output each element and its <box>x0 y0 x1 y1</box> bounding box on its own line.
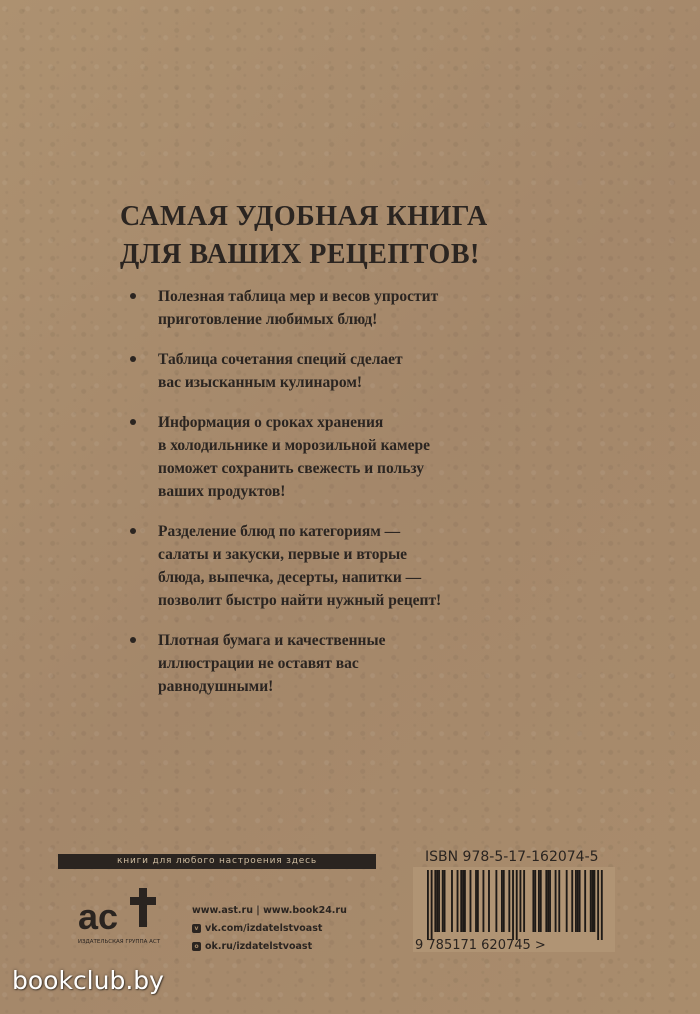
bullet-icon <box>130 293 136 299</box>
barcode-bar <box>431 870 433 940</box>
barcode-bar <box>575 870 577 932</box>
feature-item <box>120 629 560 698</box>
logo-cross-shape <box>130 888 156 927</box>
barcode-bar <box>434 870 436 932</box>
publisher-links <box>192 904 347 958</box>
barcode-bar <box>538 870 540 932</box>
barcode-bar <box>555 870 557 932</box>
barcode-bar <box>488 870 490 932</box>
barcode-bar <box>475 870 477 932</box>
barcode-bar <box>566 870 568 932</box>
barcode-bar <box>571 870 573 932</box>
barcode-bar <box>594 870 596 932</box>
publisher-logo <box>64 885 174 951</box>
barcode-bar <box>457 870 459 932</box>
barcode-bar <box>477 870 479 932</box>
heading-line-1: САМАЯ УДОБНАЯ КНИГА <box>120 201 488 232</box>
barcode-bar <box>442 870 444 932</box>
barcode-bar <box>597 870 599 940</box>
feature-text-line: позволит быстро найти нужный рецепт! <box>158 592 442 609</box>
barcode-bar <box>592 870 594 932</box>
feature-text-line: поможет сохранить свежесть и пользу <box>158 460 425 477</box>
logo-caption: ИЗДАТЕЛЬСКАЯ ГРУППА АСТ <box>77 939 161 945</box>
barcode-bar <box>427 870 429 940</box>
barcode-digits: 9 785171 620745 > <box>415 938 546 952</box>
vk-icon: v <box>192 924 201 933</box>
barcode-bar <box>577 870 579 932</box>
barcode-bar <box>451 870 453 932</box>
barcode-bar <box>532 870 534 932</box>
barcode-bar <box>495 870 497 932</box>
barcode-bar <box>512 870 514 940</box>
ast-logo-icon <box>64 885 174 939</box>
website-links[interactable] <box>192 904 347 917</box>
logo-letters: ac <box>78 896 119 937</box>
barcode-bar <box>508 870 510 932</box>
barcode-bar <box>584 870 586 932</box>
ok-icon: o <box>192 942 201 951</box>
barcode-bar <box>547 870 549 932</box>
barcode-bar <box>558 870 560 932</box>
heading-line-2: ДЛЯ ВАШИХ РЕЦЕПТОВ! <box>120 239 480 270</box>
barcode-bar <box>460 870 462 932</box>
feature-item <box>120 285 560 331</box>
vk-link[interactable] <box>192 922 347 935</box>
feature-text-line: приготовление любимых блюд! <box>158 311 378 328</box>
barcode-bar <box>444 870 446 932</box>
websites-text[interactable]: www.ast.ru | www.book24.ru <box>192 905 347 916</box>
ok-link-text[interactable]: ok.ru/izdatelstvoast <box>205 941 313 952</box>
barcode-bar <box>462 870 464 932</box>
barcode-bar <box>601 870 603 940</box>
barcode-bar <box>516 870 518 940</box>
cover-heading <box>120 198 620 274</box>
barcode-bar <box>483 870 485 932</box>
ok-link[interactable] <box>192 940 347 953</box>
bullet-icon <box>130 356 136 362</box>
barcode-bar <box>503 870 505 932</box>
feature-item <box>120 411 560 503</box>
feature-item <box>120 520 560 612</box>
publisher-slogan: книги для любого настроения здесь <box>58 854 376 869</box>
barcode-bar <box>464 870 466 932</box>
barcode-bar <box>579 870 581 932</box>
bullet-icon <box>130 528 136 534</box>
bullet-icon <box>130 637 136 643</box>
isbn-barcode <box>413 867 615 952</box>
site-watermark: bookclub.by <box>12 966 164 995</box>
barcode-bar <box>523 870 525 932</box>
feature-text-line: салаты и закуски, первые и вторые <box>158 546 408 563</box>
feature-text-line: Разделение блюд по категориям — <box>158 523 401 540</box>
feature-list <box>120 285 560 715</box>
feature-text-line: равнодушными! <box>158 678 274 695</box>
feature-text-line: Полезная таблица мер и весов упростит <box>158 288 439 305</box>
vk-link-text[interactable]: vk.com/izdatelstvoast <box>205 923 323 934</box>
barcode-bar <box>534 870 536 932</box>
barcode-bar <box>545 870 547 932</box>
feature-text-line: Информация о сроках хранения <box>158 414 384 431</box>
feature-text-line: в холодильнике и морозильной камере <box>158 437 430 454</box>
bullet-icon <box>130 419 136 425</box>
barcode-bar <box>438 870 440 932</box>
barcode-bar <box>520 870 522 932</box>
feature-text-line: вас изысканным кулинаром! <box>158 374 363 391</box>
feature-text-line: иллюстрации не оставят вас <box>158 655 359 672</box>
feature-item <box>120 348 560 394</box>
isbn-label: ISBN 978-5-17-162074-5 <box>425 849 599 865</box>
feature-text-line: Плотная бумага и качественные <box>158 632 386 649</box>
feature-text-line: Таблица сочетания специй сделает <box>158 351 403 368</box>
barcode-bar <box>540 870 542 932</box>
barcode-bar <box>590 870 592 932</box>
barcode-bar <box>549 870 551 932</box>
feature-text-line: ваших продуктов! <box>158 483 286 500</box>
barcode-bar <box>436 870 438 932</box>
barcode-bar <box>501 870 503 932</box>
feature-text-line: блюда, выпечка, десерты, напитки — <box>158 569 422 586</box>
barcode-bar <box>470 870 472 932</box>
